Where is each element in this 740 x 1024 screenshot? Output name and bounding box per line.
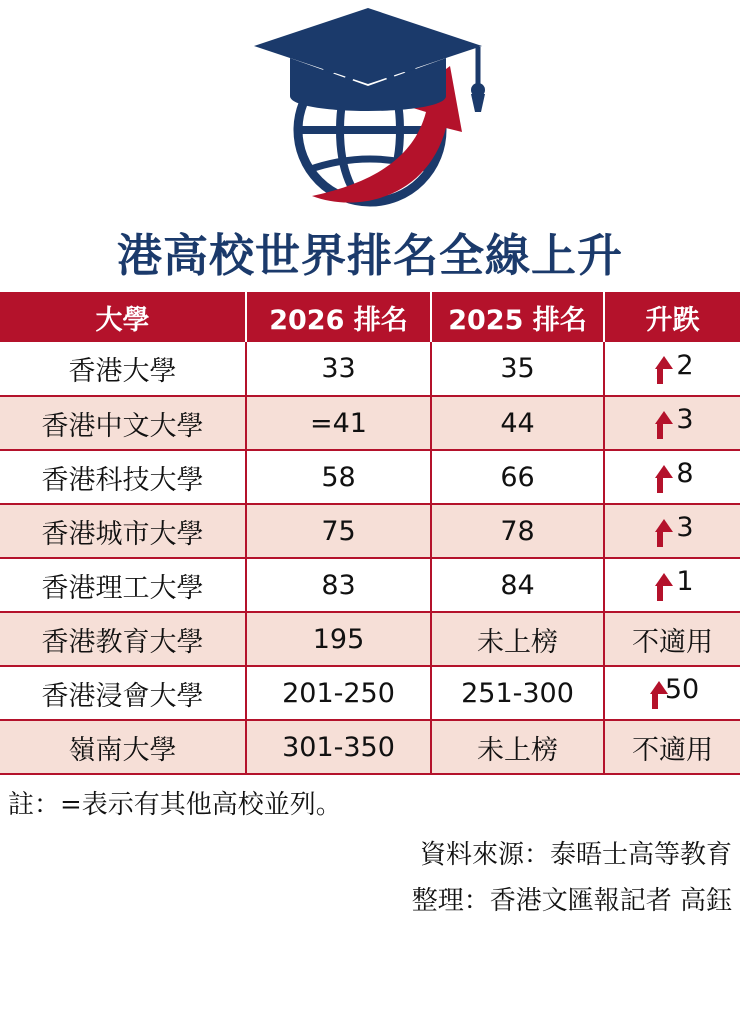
table-row [0,504,740,558]
arrow-up-icon [651,513,669,543]
table-row [0,342,740,396]
arrow-up-icon [651,459,669,489]
column-header-university: 大學 [0,292,246,342]
cell-rank-2025: 未上榜 [431,612,604,666]
cell-rank-2026: =41 [246,396,431,450]
cell-university: 香港教育大學 [0,612,246,666]
table-row [0,720,740,774]
cell-university: 香港科技大學 [0,450,246,504]
cell-rank-2026: 201-250 [246,666,431,720]
cell-rank-2025: 84 [431,558,604,612]
cell-rank-2026: 58 [246,450,431,504]
page-title: 港高校世界排名全線上升 [116,229,623,282]
change-value: 50 [664,674,700,705]
cell-change: 不適用 [604,720,740,774]
cell-rank-2026: 301-350 [246,720,431,774]
table-row [0,612,740,666]
cell-rank-2026: 83 [246,558,431,612]
cell-change [604,666,740,720]
arrow-up-icon [646,675,664,705]
arrow-up-icon [651,350,669,380]
footer-notes [0,784,740,917]
cell-change: 不適用 [604,612,740,666]
arrow-up-icon [651,567,669,597]
column-header-change: 升跌 [604,292,740,342]
table-row [0,396,740,450]
cell-rank-2026: 75 [246,504,431,558]
cell-change [604,342,740,396]
footnote-text: 註：=表示有其他高校並列。 [8,790,342,820]
source-text: 資料來源：泰晤士高等教育 [419,840,732,870]
ranking-table [0,292,740,775]
cell-rank-2025: 78 [431,504,604,558]
cell-rank-2025: 44 [431,396,604,450]
cell-university: 香港城市大學 [0,504,246,558]
cell-rank-2025: 未上榜 [431,720,604,774]
cell-rank-2025: 251-300 [431,666,604,720]
change-value: 3 [676,512,694,543]
change-value: 1 [676,566,694,597]
cell-rank-2026: 195 [246,612,431,666]
column-header-rank-2026: 2026 排名 [246,292,431,342]
arrow-up-icon [651,405,669,435]
graduation-cap-globe-arrow-icon [250,0,500,225]
cell-university: 香港中文大學 [0,396,246,450]
cell-university: 香港大學 [0,342,246,396]
cell-change [604,396,740,450]
cell-university: 香港浸會大學 [0,666,246,720]
cell-university: 嶺南大學 [0,720,246,774]
change-value: 2 [676,349,694,381]
cell-change [604,558,740,612]
cell-rank-2025: 66 [431,450,604,504]
table-row [0,558,740,612]
logo-area [0,0,740,225]
change-value: 8 [676,458,694,489]
cell-rank-2025: 35 [431,342,604,396]
cell-change [604,504,740,558]
column-header-rank-2025: 2025 排名 [431,292,604,342]
compiler-text: 整理：香港文匯報記者 高鈺 [411,886,732,916]
table-row [0,666,740,720]
cell-rank-2026: 33 [246,342,431,396]
cell-university: 香港理工大學 [0,558,246,612]
table-row [0,450,740,504]
change-value: 3 [676,404,694,435]
table-header-row [0,292,740,342]
cell-change [604,450,740,504]
